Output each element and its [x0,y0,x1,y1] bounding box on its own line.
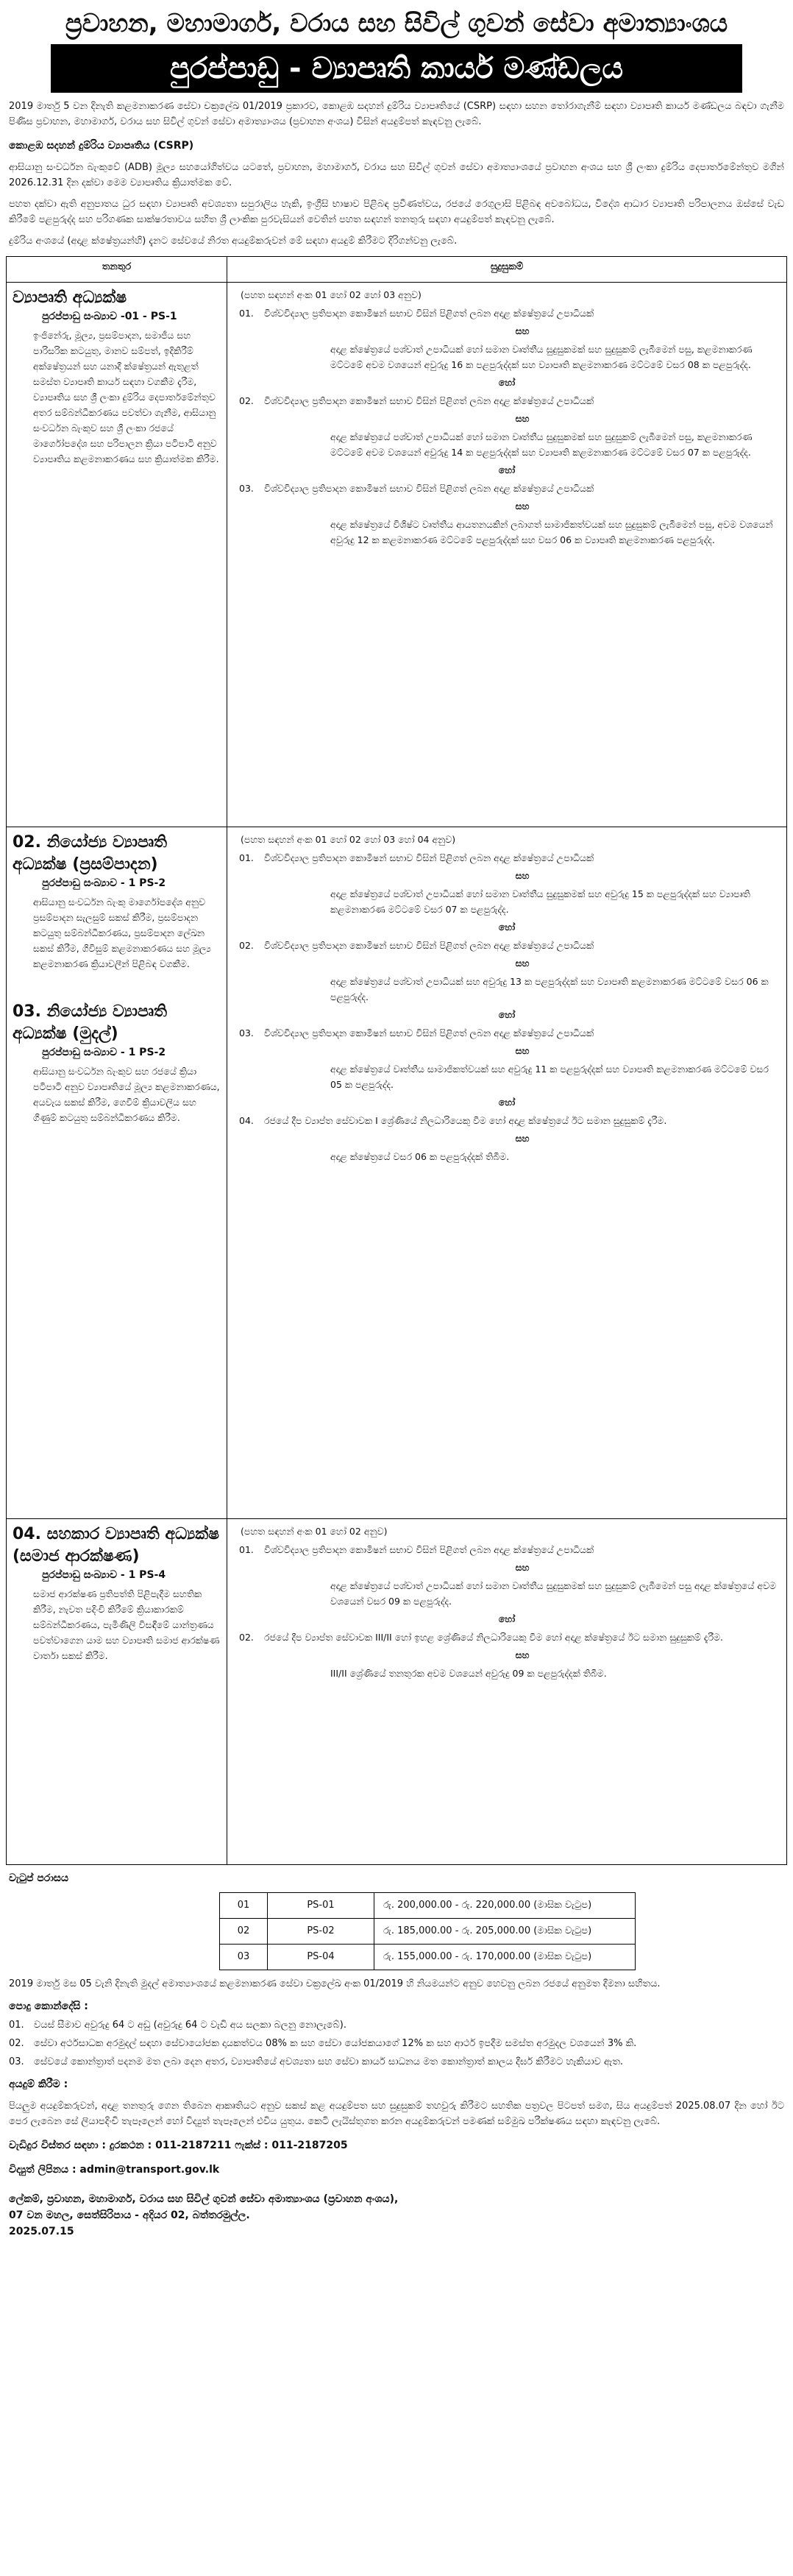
condition-item [9,2054,784,2070]
condition-number: 02. [9,2038,24,2049]
qualification-heading: (පහත සඳහන් අංක 01 හෝ 02 හෝ 03 හෝ 04 අනුව) [241,834,456,845]
qualification-detail: අදාළ ක්ෂේත්‍රයේ විශිෂ්ට වෘත්තීය ආයතනයකින් ලබාගත් සාමාජිකත්වයක් සහ සුදුසුකම් ලැබීමෙන් පසු, අවම වශයෙන් අවුරුදු 12 ක කළමනාකරණ මට්ටමේ පළපුරුද්දක් සහ වසර 06 ක ව්‍යාපෘති කළමනාකරණ පළපුරුද්ද. [330,519,773,545]
condition-text: සේවා අර්ථසාධක අරමුදල් සඳහා සේවායෝජක දායකත්වය 08% ක සහ සේවා යෝජකයාගේ 12% ක සහ ආර්ථ ඉපදීම සමස්ත අරමුදල වශයෙන් 3% කි. [34,2038,637,2049]
qualification-detail: අදාළ ක්ෂේත්‍රයේ වසර 06 ක පළපුරුද්දක් තිබීම. [330,1151,510,1162]
salary-number: 01 [220,1893,268,1919]
qualification-heading: (පහත සඳහන් අංක 01 හෝ 02 අනුව) [241,1526,388,1537]
or-separator: හෝ [498,1009,516,1020]
condition-number: 03. [9,2056,24,2067]
condition-item [9,2036,784,2051]
intro-paragraph-4: දුම්රිය අංශයේ (අදාළ ක්ෂේත්‍රයන්හි) දැනට සේවයේ නිරත අයදුම්කරුවන් මේ සඳහා අයදුම් කිරීමට දිරිගන්වනු ලැබේ. [9,236,458,247]
qualification-detail: III/II ශ්‍රේණියේ තනතුරක අවම වශයෙන් අවුරුදු 09 ක පළපුරුද්දක් තිබීම. [330,1668,607,1679]
qualification-item [233,850,780,917]
post-cell [7,1519,227,1865]
post-title: 02. නියෝජ්‍ය ව්‍යාපෘති අධ්‍යක්ෂ (ප්‍රසම්පාදන) [13,833,168,874]
qualification-number: 04. [239,1115,254,1126]
qualification-number: 03. [239,483,254,494]
salary-code: PS-01 [268,1893,374,1919]
salary-table [219,1892,636,1970]
and-separator: සහ [515,413,530,424]
salary-range: රු. 185,000.00 - රු. 205,000.00 (මාසික වැටුප) [374,1919,636,1945]
signoff-line-1: ලේකම්, ප්‍රවාහන, මහාමාර්ග, වරාය සහ සිවිල් ගුවන් සේවා අමාත්‍යාංශය (ප්‍රවාහන අංශය), [9,2193,399,2205]
post-title: ව්‍යාපෘති අධ්‍යක්ෂ [13,289,127,307]
salary-title: වැටුප් පරාසය [9,1872,69,1884]
qualification-number: 03. [239,1027,254,1038]
qualification-text: විශ්වවිද්‍යාල ප්‍රතිපාදන කොමිෂන් සභාව විසින් පිළිගත් ලබන අදාළ ක්ෂේත්‍රයේ උපාධියක් [264,852,594,863]
and-separator: සහ [515,958,530,969]
qualification-text: රජයේ දීප ව්‍යාප්ත සේවාවක I ශ්‍රේණියේ නිලධාරියෙකු වීම හෝ අදාළ ක්ෂේත්‍රයේ ඊට සමාන සුදුසුකම් දැරීම. [264,1115,667,1126]
qualification-text: විශ්වවිද්‍යාල ප්‍රතිපාදන කොමිෂන් සභාව විසින් පිළිගත් ලබන අදාළ ක්ෂේත්‍රයේ උපාධියක් [264,483,594,494]
salary-number: 03 [220,1945,268,1970]
salary-number: 02 [220,1919,268,1945]
condition-text: වයස් සීමාව අවුරුදු 64 ට අඩු (අවුරුදු 64 ට වැඩි අය සලකා බලනු නොලැබේ). [34,2020,346,2031]
and-separator: සහ [515,870,530,881]
apply-title: අයදුම් කිරීම : [9,2078,68,2090]
and-separator: සහ [515,325,530,336]
qualification-detail: අදාළ ක්ෂේත්‍රයේ වෘත්තීය සාමාජිකත්වයක් සහ අවුරුදු 11 ක පළපුරුද්දක් සහ ව්‍යාපෘති කළමනාකරණ මට්ටමේ වසර 05 ක පළපුරුද්ද. [330,1064,769,1090]
qualification-text: රජයේ දීප ව්‍යාප්ත සේවාවක III/II හෝ ඉහළ ශ්‍රේණියේ නිලධාරියෙකු වීම හෝ අදාළ ක්ෂේත්‍රයේ ඊට සමාන සුදුසුකම් දැරීම. [264,1632,723,1643]
condition-text: සේවයේ කොන්ත්‍රාත් පදනම මත ලබා දෙන අතර, ව්‍යාපෘතියේ අවශ්‍යතා සහ සේවා කාර්ය සාධනය මත කොන්ත්‍රාත් කාලය දීර්ඝ කිරීමට හැකියාව ඇත. [34,2056,624,2067]
qualification-item [233,393,780,460]
salary-row [220,1919,636,1945]
table-header-row [7,257,787,283]
post-description: ආසියානු සංවර්ධන බැංකුව සහ රජයේ ක්‍රියා පටිපාටි අනුව ව්‍යාපෘතියේ මූල්‍ය කළමනාකරණය, අයවැය සකස් කිරීම, ගෙවීම් ක්‍රියාවලිය සහ ගිණුම් කටයුතු සම්බන්ධීකරණය කිරීම. [33,1066,220,1123]
post-code: පුරප්පාඩු සංඛ්‍යාව - 1 PS-2 [42,877,166,889]
and-separator: සහ [515,500,530,512]
and-separator: සහ [515,1045,530,1056]
qualification-number: 01. [239,308,254,319]
signoff-date: 2025.07.15 [9,2226,74,2237]
table-row [7,1519,787,1865]
post-code: පුරප්පාඩු සංඛ්‍යාව - 1 PS-4 [42,1569,166,1581]
signoff [9,2191,784,2240]
post-cell [7,827,227,1519]
and-separator: සහ [515,1133,530,1144]
signoff-line-2: 07 වන මහල, සෙත්සිරිපාය - අදියර 02, බත්තරමුල්ල. [9,2209,250,2221]
post-title: 03. නියෝජ්‍ය ව්‍යාපෘති අධ්‍යක්ෂ (මුදල්) [13,1002,168,1043]
qualification-item [233,1542,780,1609]
condition-item [9,2017,784,2033]
post-cell [7,283,227,827]
salary-code: PS-04 [268,1945,374,1970]
or-separator: හෝ [498,1613,516,1624]
qualification-heading: (පහත සඳහන් අංක 01 හෝ 02 හෝ 03 අනුව) [241,289,422,300]
post-column-header: තනතුර [7,257,227,283]
qualification-text: විශ්වවිද්‍යාල ප්‍රතිපාදන කොමිෂන් සභාව විසින් පිළිගත් ලබන අදාළ ක්ෂේත්‍රයේ උපාධියක් [264,1027,594,1038]
email-address[interactable]: විද්‍යුත් ලිපිනය : admin@transport.gov.lk [9,2164,220,2176]
salary-range: රු. 155,000.00 - රු. 170,000.00 (මාසික වැටුප) [374,1945,636,1970]
table-row [7,827,787,1519]
qualification-detail: අදාළ ක්ෂේත්‍රයේ පශ්චාත් උපාධියක් සහ අවුරුදු 13 ක පළපුරුද්දක් සහ ව්‍යාපෘති කළමනාකරණ මට්ටමේ වසර 06 ක පළපුරුද්ද. [330,976,769,1002]
or-separator: හෝ [498,921,516,933]
qualification-detail: අදාළ ක්ෂේත්‍රයේ පශ්චාත් උපාධියක් හෝ සමාන වෘත්තීය සුදුසුකමක් සහ සුදුසුකම් ලැබීමෙන් පසු, කළමනාකරණ මට්ටමේ අවම වශයෙන් අවුරුදු 14 ක පළපුරුද්දක් සහ ව්‍යාපෘති කළමනාකරණ මට්ටමේ වසර 07 ක පළපුරුද්ද. [330,431,753,458]
post-title: 04. සහකාර ව්‍යාපෘති අධ්‍යක්ෂ (සමාජ ආරක්ෂණ) [13,1525,220,1565]
qualification-item [233,1025,780,1092]
intro-paragraph-2: ආසියානු සංවර්ධන බැංකුවේ (ADB) මූල්‍ය සහයෝගිත්වය යටතේ, ප්‍රවාහන, මහාමාර්ග, වරාය සහ සිවිල් ගුවන් සේවා අමාත්‍යාංශයේ ප්‍රවාහන අංශය සහ ශ්‍රී ලංකා දුම්රිය දෙපාර්තමේන්තුව මගින් 2026.12.31 දින දක්වා මෙම ව්‍යාපෘතිය ක්‍රියාත්මක වේ. [9,162,784,188]
qualification-detail: අදාළ ක්ෂේත්‍රයේ පශ්චාත් උපාධියක් හෝ සමාන වෘත්තීය සුදුසුකමක් සහ අවුරුදු 15 ක පළපුරුද්දක් සහ ව්‍යාපෘති කළමනාකරණ මට්ටමේ වසර 07 ක පළපුරුද්ද. [330,888,750,915]
qualification-text: විශ්වවිද්‍යාල ප්‍රතිපාදන කොමිෂන් සභාව විසින් පිළිගත් ලබන අදාළ ක්ෂේත්‍රයේ උපාධියක් [264,940,594,951]
or-separator: හෝ [498,464,516,475]
qualification-detail: අදාළ ක්ෂේත්‍රයේ පශ්චාත් උපාධියක් හෝ සමාන වෘත්තීය සුදුසුකමක් සහ සුදුසුකම් ලැබීමෙන් පසු, කළමනාකරණ මට්ටමේ අවම වශයෙන් අවුරුදු 16 ක පළපුරුද්දක් සහ ව්‍යාපෘති කළමනාකරණ මට්ටමේ වසර 08 ක පළපුරුද්ද. [330,344,753,370]
and-separator: සහ [515,1562,530,1573]
qualification-cell [227,827,787,1519]
apply-text: පියලුම අයදුම්කරුවන්, අදාළ තනතුරු ගෙන තිබෙන ආකෘතියට අනුව සකස් කළ අයදුම්පත සහ සුදුසුකම් තහවුරු කිරීමට සහතික පත්‍රවල පිටපත් සමග, සිය අයදුම්පත් 2025.08.07 දින හෝ ඊට පෙර ලැබෙන සේ ලියාපදිංචි තැපෑලෙන් හෝ විද්‍යුත් තැපෑලෙන් එවිය යුතුය. කෙටි ලැයිස්තුගත කරන අයදුම්කරුවන් පමණක් සම්මුඛ පරීක්ෂණය සඳහා කැඳවනු ලැබේ. [9,2101,784,2127]
qualification-column-header: සුදුසුකම් [227,257,787,283]
qualification-number: 01. [239,1544,254,1555]
salary-code: PS-02 [268,1919,374,1945]
qualification-item [233,938,780,1005]
contact-details: වැඩිදුර විස්තර සඳහා : දුරකථන : 011-2187211 ෆැක්ස් : 011-2187205 [9,2140,348,2151]
qualification-item [233,1113,780,1164]
qualification-number: 02. [239,395,254,406]
ministry-name: ප්‍රවාහන, මහාමාර්ග, වරාය සහ සිවිල් ගුවන් සේවා අමාත්‍යාංශය [65,9,728,38]
qualification-number: 02. [239,940,254,951]
intro-paragraph-1: 2019 මාර්තු 5 වන දිනැති කළමනාකරණ සේවා චක්‍රලේඛ 01/2019 ප්‍රකාරව, කොළඹ සදහන් දුම්රිය ව්‍යාපෘතියේ (CSRP) සඳහා සහන තෝරාගැනීම් සඳහා ව්‍යාපෘති කාර්ය මණ්ඩලය බඳවා ගැනීම පිණිස ප්‍රවාහන, මහාමාර්ග, වරාය සහ සිවිල් ගුවන් සේවා අමාත්‍යාංශය (ප්‍රවාහන අංශය) විසින් අයදුම්පත් කැඳවනු ලැබේ. [9,101,784,127]
salary-range: රු. 200,000.00 - රු. 220,000.00 (මාසික වැටුප) [374,1893,636,1919]
qualification-text: විශ්වවිද්‍යාල ප්‍රතිපාදන කොමිෂන් සභාව විසින් පිළිගත් ලබන අදාළ ක්ෂේත්‍රයේ උපාධියක් [264,308,594,319]
post-description: ආසියානු සංවර්ධන බැංකු මාර්ගෝපදේශ අනුව ප්‍රසම්පාදන සැලසුම් සකස් කිරීම, ප්‍රසම්පාදන කටයුතු සම්බන්ධීකරණය, ප්‍රසම්පාදන ලේඛන සකස් කිරීම, ගිවිසුම් කළමනාකරණය සහ මූල්‍ය කළමනාකරණ ක්‍රියාවලීන් පිළිබඳ වගකීම. [33,896,211,969]
or-separator: හෝ [498,377,516,388]
qualification-item [233,481,780,548]
and-separator: සහ [515,1649,530,1660]
salary-row [220,1945,636,1970]
post-description: ඉංජිනේරු, මූල්‍ය, ප්‍රසම්පාදන, සමාජීය සහ පාරිසරික කටයුතු, මානව සම්පත්, ඉදිකිරීම් අක්ෂේත්‍රයන් සහ යනාදී ක්ෂේත්‍රයන් ඇතුළත් සමස්ත ව්‍යාපෘති කාර්ය සඳහා වගකීම දැරීම, ව්‍යාපෘතිය සහ ශ්‍රී ලංකා දුම්රිය දෙපාර්තමේන්තුව අතර සම්බන්ධීකරණය පවත්වා ගැනීම, ආසියානු සංවර්ධන බැංකුව සහ ශ්‍රී ලංකා රජයේ මාර්ගෝපදේශ සහ පරිපාලන ක්‍රියා පටිපාටි අනුව ව්‍යාපෘතිය කළමනාකරණය සහ ක්‍රියාත්මක කිරීම. [33,330,219,464]
conditions-title: පොදු කොන්දේසි : [9,2000,88,2012]
post-code: පුරප්පාඩු සංඛ්‍යාව -01 - PS-1 [42,311,177,322]
banner-title: පුරප්පාඩු - ව්‍යාපෘති කාර්ය මණ්ඩලය [51,44,742,93]
condition-number: 01. [9,2020,24,2031]
vacancy-table [6,256,787,1865]
qualification-item [233,1630,780,1681]
or-separator: හෝ [498,1097,516,1108]
salary-row [220,1893,636,1919]
qualification-cell [227,283,787,827]
qualification-text: විශ්වවිද්‍යාල ප්‍රතිපාදන කොමිෂන් සභාව විසින් පිළිගත් ලබන අදාළ ක්ෂේත්‍රයේ උපාධියක් [264,395,594,406]
salary-note: 2019 මාර්තු මස 05 වැනි දිනැති මුදල් අමාත්‍යාංශයේ කළමනාකරණ සේවා චක්‍රලේඛ අංක 01/2019 හි නියමයන්ට අනුව හෙවනු ලබන රජයේ අනුමත දීමනා සහිතය. [9,1978,661,1989]
qualification-number: 01. [239,852,254,863]
post-code: පුරප්පාඩු සංඛ්‍යාව - 1 PS-2 [42,1047,166,1058]
qualification-text: විශ්වවිද්‍යාල ප්‍රතිපාදන කොමිෂන් සභාව විසින් පිළිගත් ලබන අදාළ ක්ෂේත්‍රයේ උපාධියක් [264,1544,594,1555]
qualification-cell [227,1519,787,1865]
qualification-item [233,305,780,372]
qualification-detail: අදාළ ක්ෂේත්‍රයේ පශ්චාත් උපාධියක් හෝ සමාන වෘත්තීය සුදුසුකමක් සහ සුදුසුකම් ලැබීමෙන් පසු අදාළ ක්ෂේත්‍රයේ අවම වශයෙන් වසර 09 ක පළපුරුද්ද. [330,1580,777,1607]
csrp-title: කොළඹ සදහන් දුම්රිය ව්‍යාපෘතිය (CSRP) [9,140,194,152]
qualification-number: 02. [239,1632,254,1643]
post-description: සමාජ ආරක්ෂණ ප්‍රතිපත්ති පිළිපැදීම සහතික කිරීම, නැවත පදිංචි කිරීමේ ක්‍රියාකාරකම් සම්බන්ධීකරණය, පැමිණිලි විසඳීමේ යාන්ත්‍රණය පවත්වාගෙන යාම සහ ව්‍යාපෘති සමාජ ආරක්ෂණ වාර්තා සකස් කිරීම. [33,1588,220,1661]
intro-paragraph-3: පහත දක්වා ඇති අනුපාතය ධුර සඳහා ව්‍යාපෘති අවශ්‍යතා සපුරාලිය හැකි, ඉංග්‍රීසි භාෂාව පිළිබඳ ප්‍රවීණත්වය, රජයේ රෙගුලාසි පිළිබඳ අවබෝධය, විදේශ ආධාර ව්‍යාපෘති පරිපාලනය ඔස්සේ වැඩ කිරීමේ පළපුරුද්ද සහ පරිගණක සාක්ෂරතාවය සහිත ශ්‍රී ලාංකික පුරවැසියන් වෙතින් පහත සඳහන් තනතුරු සඳහා අයදුම්පත් කැඳවනු ලැබේ. [9,199,784,225]
table-row [7,283,787,827]
